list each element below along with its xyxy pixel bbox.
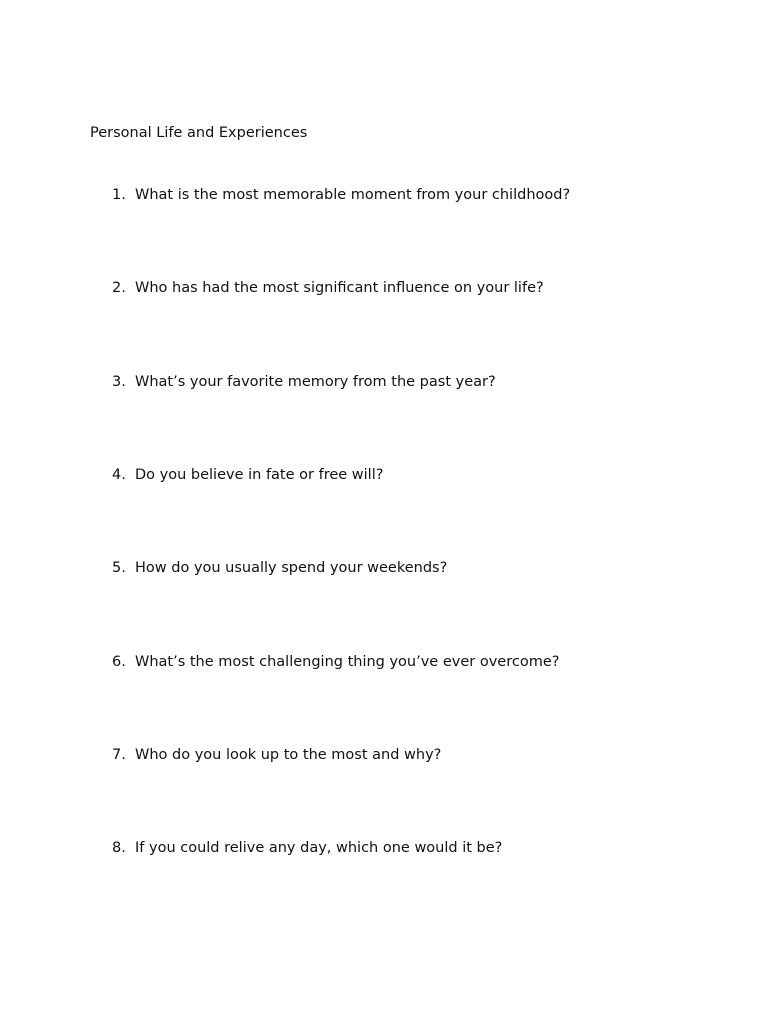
question-number: 1.	[112, 187, 126, 203]
question-number: 2.	[112, 280, 126, 296]
question-number: 8.	[112, 840, 126, 856]
question-item	[112, 186, 732, 206]
question-number: 5.	[112, 560, 126, 576]
question-item	[112, 653, 732, 673]
document-title: Personal Life and Experiences	[90, 125, 308, 141]
question-item	[112, 373, 732, 393]
question-text: Do you believe in fate or free will?	[135, 467, 384, 483]
question-number: 4.	[112, 467, 126, 483]
question-text: Who has had the most significant influence on your life?	[135, 280, 544, 296]
question-item	[112, 466, 732, 486]
question-item	[112, 279, 732, 299]
question-number: 3.	[112, 374, 126, 390]
question-item	[112, 559, 732, 579]
question-text: What is the most memorable moment from your childhood?	[135, 187, 571, 203]
question-item	[112, 746, 732, 766]
question-text: What’s your favorite memory from the past year?	[135, 374, 496, 390]
question-text: Who do you look up to the most and why?	[135, 747, 442, 763]
question-text: How do you usually spend your weekends?	[135, 560, 448, 576]
question-number: 6.	[112, 654, 126, 670]
question-number: 7.	[112, 747, 126, 763]
question-item	[112, 839, 732, 859]
question-text: What’s the most challenging thing you’ve ever overcome?	[135, 654, 560, 670]
question-text: If you could relive any day, which one would it be?	[135, 840, 503, 856]
